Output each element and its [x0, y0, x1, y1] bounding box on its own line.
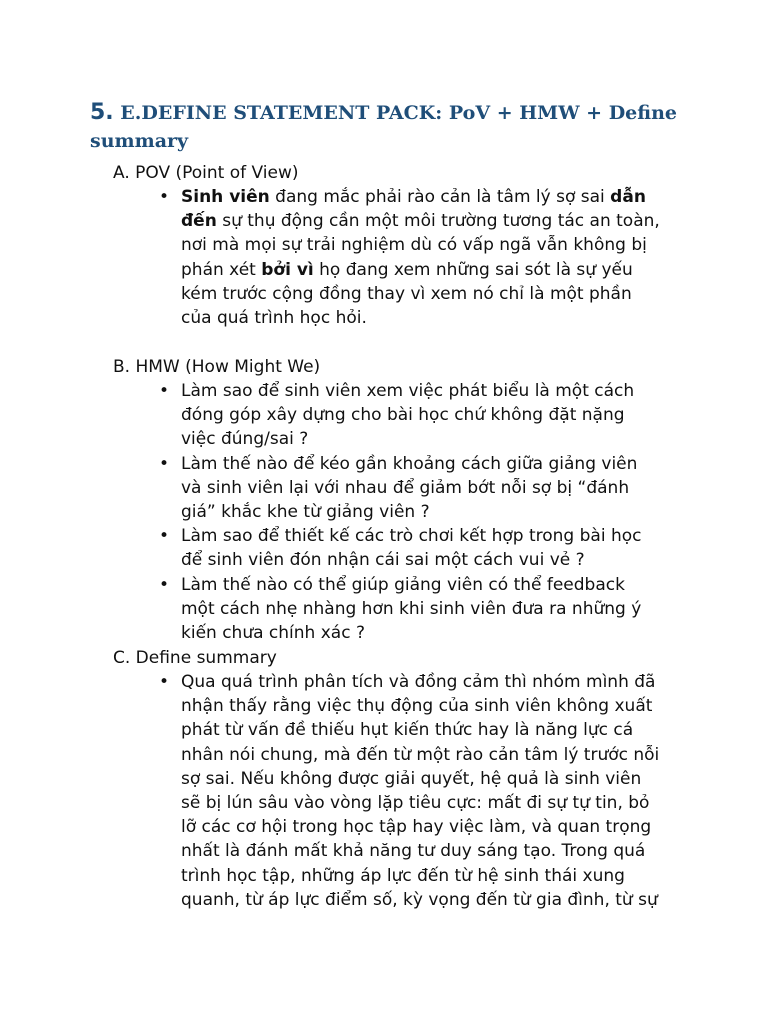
summary-line: nhất là đánh mất khả năng tư duy sáng tạo. Trong quá: [181, 841, 646, 862]
pov-bold-dan: dẫn: [610, 187, 646, 207]
summary-item: [156, 670, 676, 912]
hmw-item: [156, 452, 676, 525]
pov-bold-boi-vi: bởi vì: [261, 259, 314, 280]
pov-text: kém trước cộng đồng thay vì xem nó chỉ là một phần: [181, 283, 632, 304]
hmw-line: kiến chưa chính xác ?: [181, 623, 365, 644]
summary-line: sợ sai. Nếu không được giải quyết, hệ quả là sinh viên: [181, 768, 642, 789]
bullet-dot: •: [159, 453, 170, 474]
hmw-line: để sinh viên đón nhận cái sai một cách vui vẻ ?: [181, 550, 585, 571]
summary-line: sẽ bị lún sâu vào vòng lặp tiêu cực: mất đi sự tự tin, bỏ: [181, 793, 650, 814]
hmw-line: Làm thế nào để kéo gần khoảng cách giữa giảng viên: [181, 453, 638, 474]
bullet-dot: •: [159, 526, 170, 547]
heading-number: 5.: [90, 100, 114, 125]
hmw-title: B. HMW (How Might We): [113, 357, 321, 377]
summary-line: nhận thấy rằng việc thụ động của sinh viên không xuất: [181, 696, 653, 717]
pov-text: phán xét: [181, 259, 262, 280]
summary-line: Qua quá trình phân tích và đồng cảm thì nhóm mình đã: [181, 672, 656, 692]
pov-bold-sinh-vien: Sinh viên: [181, 187, 270, 207]
summary-list: [156, 670, 676, 912]
pov-bullet-item: [156, 185, 676, 330]
pov-bold-den: đến: [181, 211, 217, 232]
pov-text: của quá trình học hỏi.: [181, 308, 367, 329]
summary-line: lỡ các cơ hội trong học tập hay việc làm, và quan trọng: [181, 817, 652, 838]
hmw-line: Làm sao để thiết kế các trò chơi kết hợp trong bài học: [181, 526, 642, 547]
hmw-line: việc đúng/sai ?: [181, 429, 309, 450]
hmw-line: Làm thế nào có thể giúp giảng viên có thể feedback: [181, 574, 625, 595]
pov-text: nơi mà mọi sự trải nghiệm dù có vấp ngã vẫn không bị: [181, 235, 647, 256]
hmw-line: Làm sao để sinh viên xem việc phát biểu là một cách: [181, 381, 635, 401]
bullet-dot: •: [159, 672, 170, 692]
summary-line: trình học tập, những áp lực đến từ hệ sinh thái xung: [181, 865, 625, 886]
heading-text-line-1: E.DEFINE STATEMENT PACK: PoV + HMW + Define: [120, 102, 677, 124]
hmw-line: một cách nhẹ nhàng hơn khi sinh viên đưa ra những ý: [181, 598, 642, 619]
hmw-item: [156, 573, 676, 646]
hmw-item: [156, 379, 676, 452]
summary-line: phát từ vấn đề thiếu hụt kiến thức hay là năng lực cá: [181, 720, 634, 741]
pov-text: họ đang xem những sai sót là sự yếu: [313, 259, 633, 280]
heading-text-line-2: summary: [90, 130, 189, 152]
hmw-line: và sinh viên lại với nhau để giảm bớt nỗi sợ bị “đánh: [181, 477, 630, 498]
summary-line: nhân nói chung, mà đến từ một rào cản tâm lý trước nỗi: [181, 744, 660, 765]
hmw-item: [156, 524, 676, 572]
pov-title: A. POV (Point of View): [113, 163, 299, 183]
pov-text: sự thụ động cần một môi trường tương tác an toàn,: [216, 211, 660, 232]
hmw-list: [156, 379, 676, 645]
pov-text: đang mắc phải rào cản là tâm lý sợ sai: [269, 187, 611, 207]
hmw-line: giá” khắc khe từ giảng viên ?: [181, 502, 430, 523]
bullet-dot: •: [159, 187, 170, 207]
hmw-line: đóng góp xây dựng cho bài học chứ không đặt nặng: [181, 405, 625, 426]
section-heading: [90, 99, 690, 155]
summary-line: quanh, từ áp lực điểm số, kỳ vọng đến từ gia đình, từ sự: [181, 889, 658, 910]
bullet-dot: •: [159, 381, 170, 401]
bullet-dot: •: [159, 574, 170, 595]
pov-list: [156, 185, 676, 330]
summary-title: C. Define summary: [113, 648, 277, 668]
